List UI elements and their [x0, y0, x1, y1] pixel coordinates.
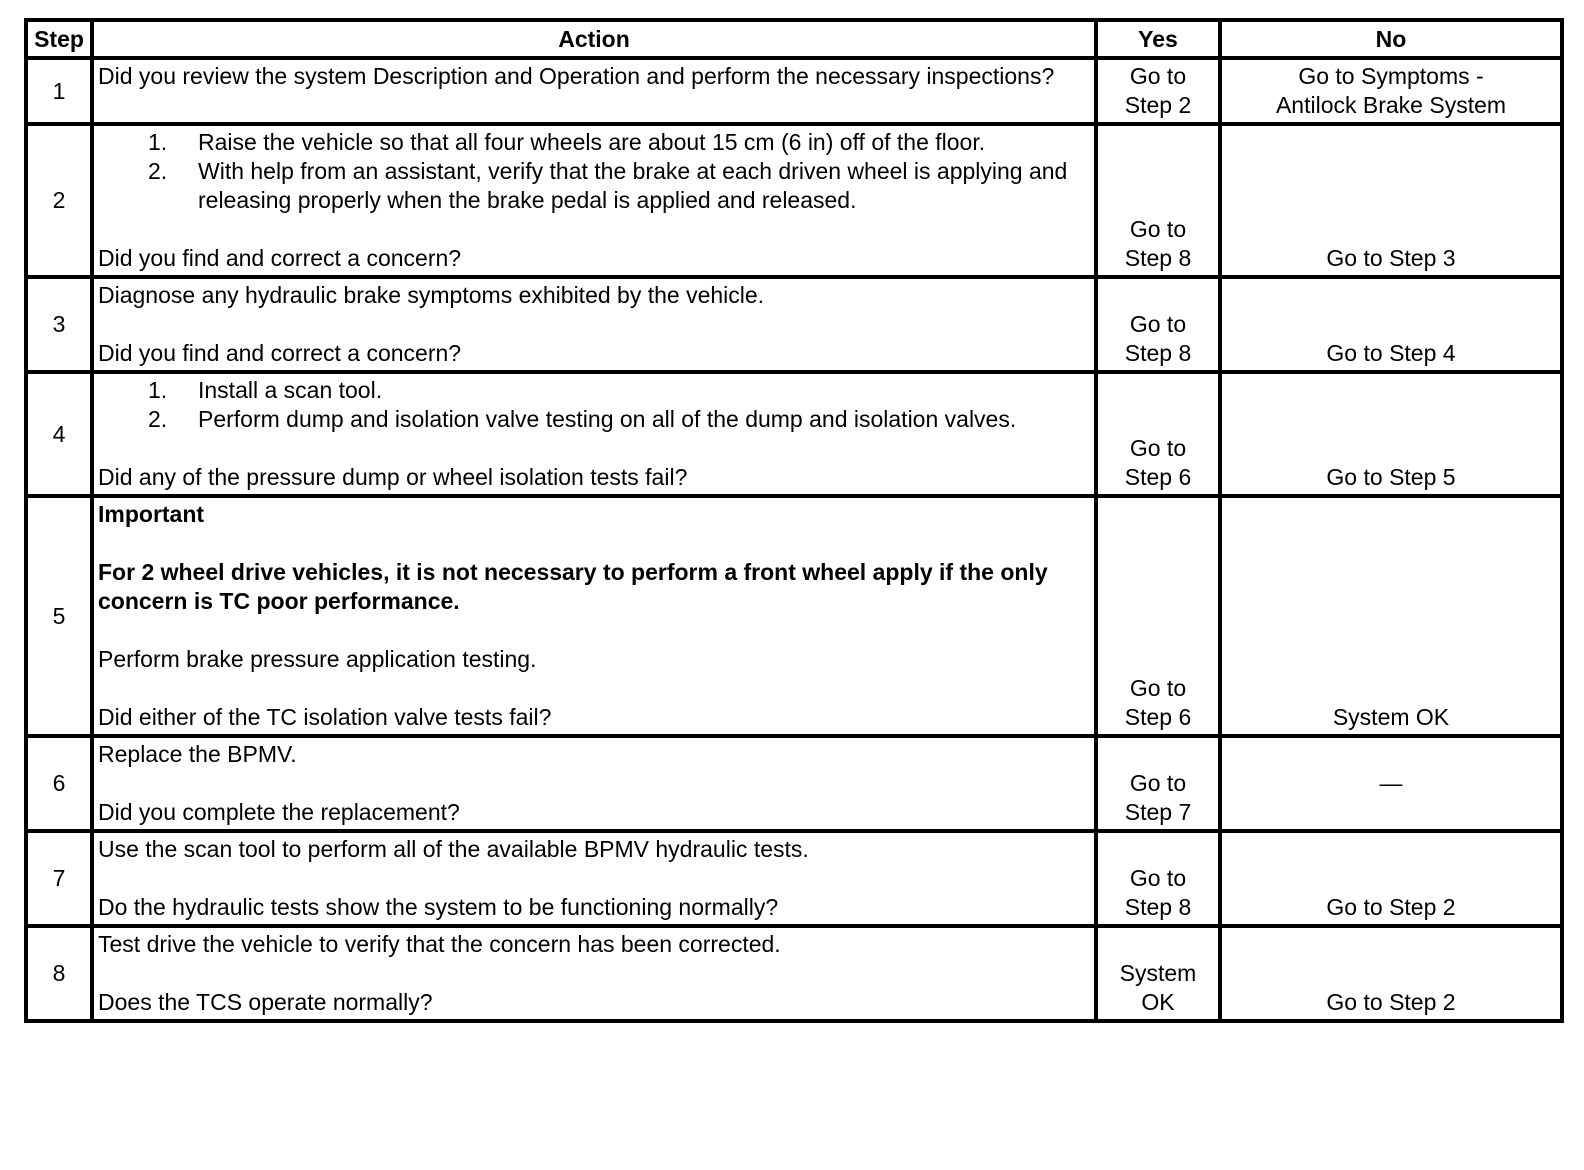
table-row [26, 124, 1562, 277]
header-step: Step [26, 20, 92, 58]
yes-cell [1096, 124, 1220, 277]
list-text: Install a scan tool. [198, 377, 383, 403]
yes-cell [1096, 372, 1220, 496]
important-heading: Important [98, 501, 205, 527]
yes-cell [1096, 58, 1220, 124]
yes-line: Step 2 [1124, 92, 1192, 118]
list-number: 1. [148, 129, 168, 155]
action-question: Did any of the pressure dump or wheel isolation tests fail? [98, 464, 688, 490]
no-cell [1220, 277, 1562, 372]
list-number: 2. [148, 158, 168, 184]
action-question: Did you find and correct a concern? [98, 245, 462, 271]
step-number: 3 [26, 277, 92, 372]
no-line: Antilock Brake System [1275, 92, 1507, 118]
no-line: Go to Step 4 [1326, 340, 1456, 366]
table-row [26, 372, 1562, 496]
table-row [26, 736, 1562, 831]
action-cell [92, 736, 1096, 831]
no-cell [1220, 831, 1562, 926]
action-cell [92, 831, 1096, 926]
yes-line: Step 8 [1124, 340, 1192, 366]
yes-cell [1096, 496, 1220, 736]
yes-cell [1096, 926, 1220, 1021]
list-number: 2. [148, 406, 168, 432]
yes-line: Go to [1129, 770, 1187, 796]
action-list [98, 128, 1090, 215]
no-line: — [1379, 770, 1403, 796]
step-number: 6 [26, 736, 92, 831]
action-list-item [98, 157, 1090, 215]
no-cell [1220, 372, 1562, 496]
yes-line: System [1119, 960, 1197, 986]
action-text: Perform brake pressure application testing. [98, 646, 537, 672]
no-cell [1220, 736, 1562, 831]
action-question: Do the hydraulic tests show the system to be functioning normally? [98, 894, 779, 920]
diagnostic-table [24, 18, 1564, 1023]
header-yes: Yes [1096, 20, 1220, 58]
yes-line: OK [1141, 989, 1175, 1015]
yes-line: Go to [1129, 865, 1187, 891]
action-text: Replace the BPMV. [98, 741, 297, 767]
no-cell [1220, 926, 1562, 1021]
header-row [26, 20, 1562, 58]
action-cell [92, 58, 1096, 124]
step-number: 5 [26, 496, 92, 736]
step-number: 1 [26, 58, 92, 124]
action-cell [92, 124, 1096, 277]
action-text: Did you review the system Description and Operation and perform the necessary inspections? [98, 63, 1055, 89]
table-row [26, 277, 1562, 372]
yes-line: Step 8 [1124, 245, 1192, 271]
yes-line: Step 6 [1124, 464, 1192, 490]
step-number: 4 [26, 372, 92, 496]
action-list-item [98, 376, 1090, 405]
no-line: Go to Step 5 [1326, 464, 1456, 490]
action-list-item [98, 405, 1090, 434]
yes-line: Step 8 [1124, 894, 1192, 920]
yes-line: Go to [1129, 435, 1187, 461]
action-cell [92, 496, 1096, 736]
header-action: Action [92, 20, 1096, 58]
yes-line: Go to [1129, 311, 1187, 337]
action-question: Did you complete the replacement? [98, 799, 460, 825]
action-cell [92, 277, 1096, 372]
no-line: Go to Step 2 [1326, 894, 1456, 920]
action-list-item [98, 128, 1090, 157]
list-text: Perform dump and isolation valve testing on all of the dump and isolation valves. [198, 406, 1017, 432]
list-text: With help from an assistant, verify that the brake at each driven wheel is applying and releasing properly when the brake pedal is applied and released. [198, 158, 1068, 213]
action-question: Does the TCS operate normally? [98, 989, 433, 1015]
action-question: Did you find and correct a concern? [98, 340, 462, 366]
action-text: Test drive the vehicle to verify that the concern has been corrected. [98, 931, 781, 957]
no-line: Go to Symptoms - [1298, 63, 1484, 89]
step-number: 8 [26, 926, 92, 1021]
important-text: For 2 wheel drive vehicles, it is not necessary to perform a front wheel apply if the only concern is TC poor performance. [98, 559, 1048, 614]
no-line: Go to Step 3 [1326, 245, 1456, 271]
yes-cell [1096, 831, 1220, 926]
no-cell [1220, 124, 1562, 277]
action-cell [92, 372, 1096, 496]
list-number: 1. [148, 377, 168, 403]
yes-line: Step 6 [1124, 704, 1192, 730]
action-text: Diagnose any hydraulic brake symptoms exhibited by the vehicle. [98, 282, 765, 308]
no-cell [1220, 58, 1562, 124]
table-row [26, 496, 1562, 736]
action-list [98, 376, 1090, 434]
yes-line: Go to [1129, 216, 1187, 242]
no-line: Go to Step 2 [1326, 989, 1456, 1015]
yes-line: Go to [1129, 675, 1187, 701]
table-row [26, 831, 1562, 926]
table-row [26, 926, 1562, 1021]
header-no: No [1220, 20, 1562, 58]
yes-cell [1096, 736, 1220, 831]
table-row [26, 58, 1562, 124]
no-line: System OK [1332, 704, 1450, 730]
yes-line: Step 7 [1124, 799, 1192, 825]
action-cell [92, 926, 1096, 1021]
action-question: Did either of the TC isolation valve tests fail? [98, 704, 552, 730]
list-text: Raise the vehicle so that all four wheels are about 15 cm (6 in) off of the floor. [198, 129, 986, 155]
action-text: Use the scan tool to perform all of the available BPMV hydraulic tests. [98, 836, 809, 862]
step-number: 2 [26, 124, 92, 277]
yes-line: Go to [1129, 63, 1187, 89]
yes-cell [1096, 277, 1220, 372]
step-number: 7 [26, 831, 92, 926]
no-cell [1220, 496, 1562, 736]
